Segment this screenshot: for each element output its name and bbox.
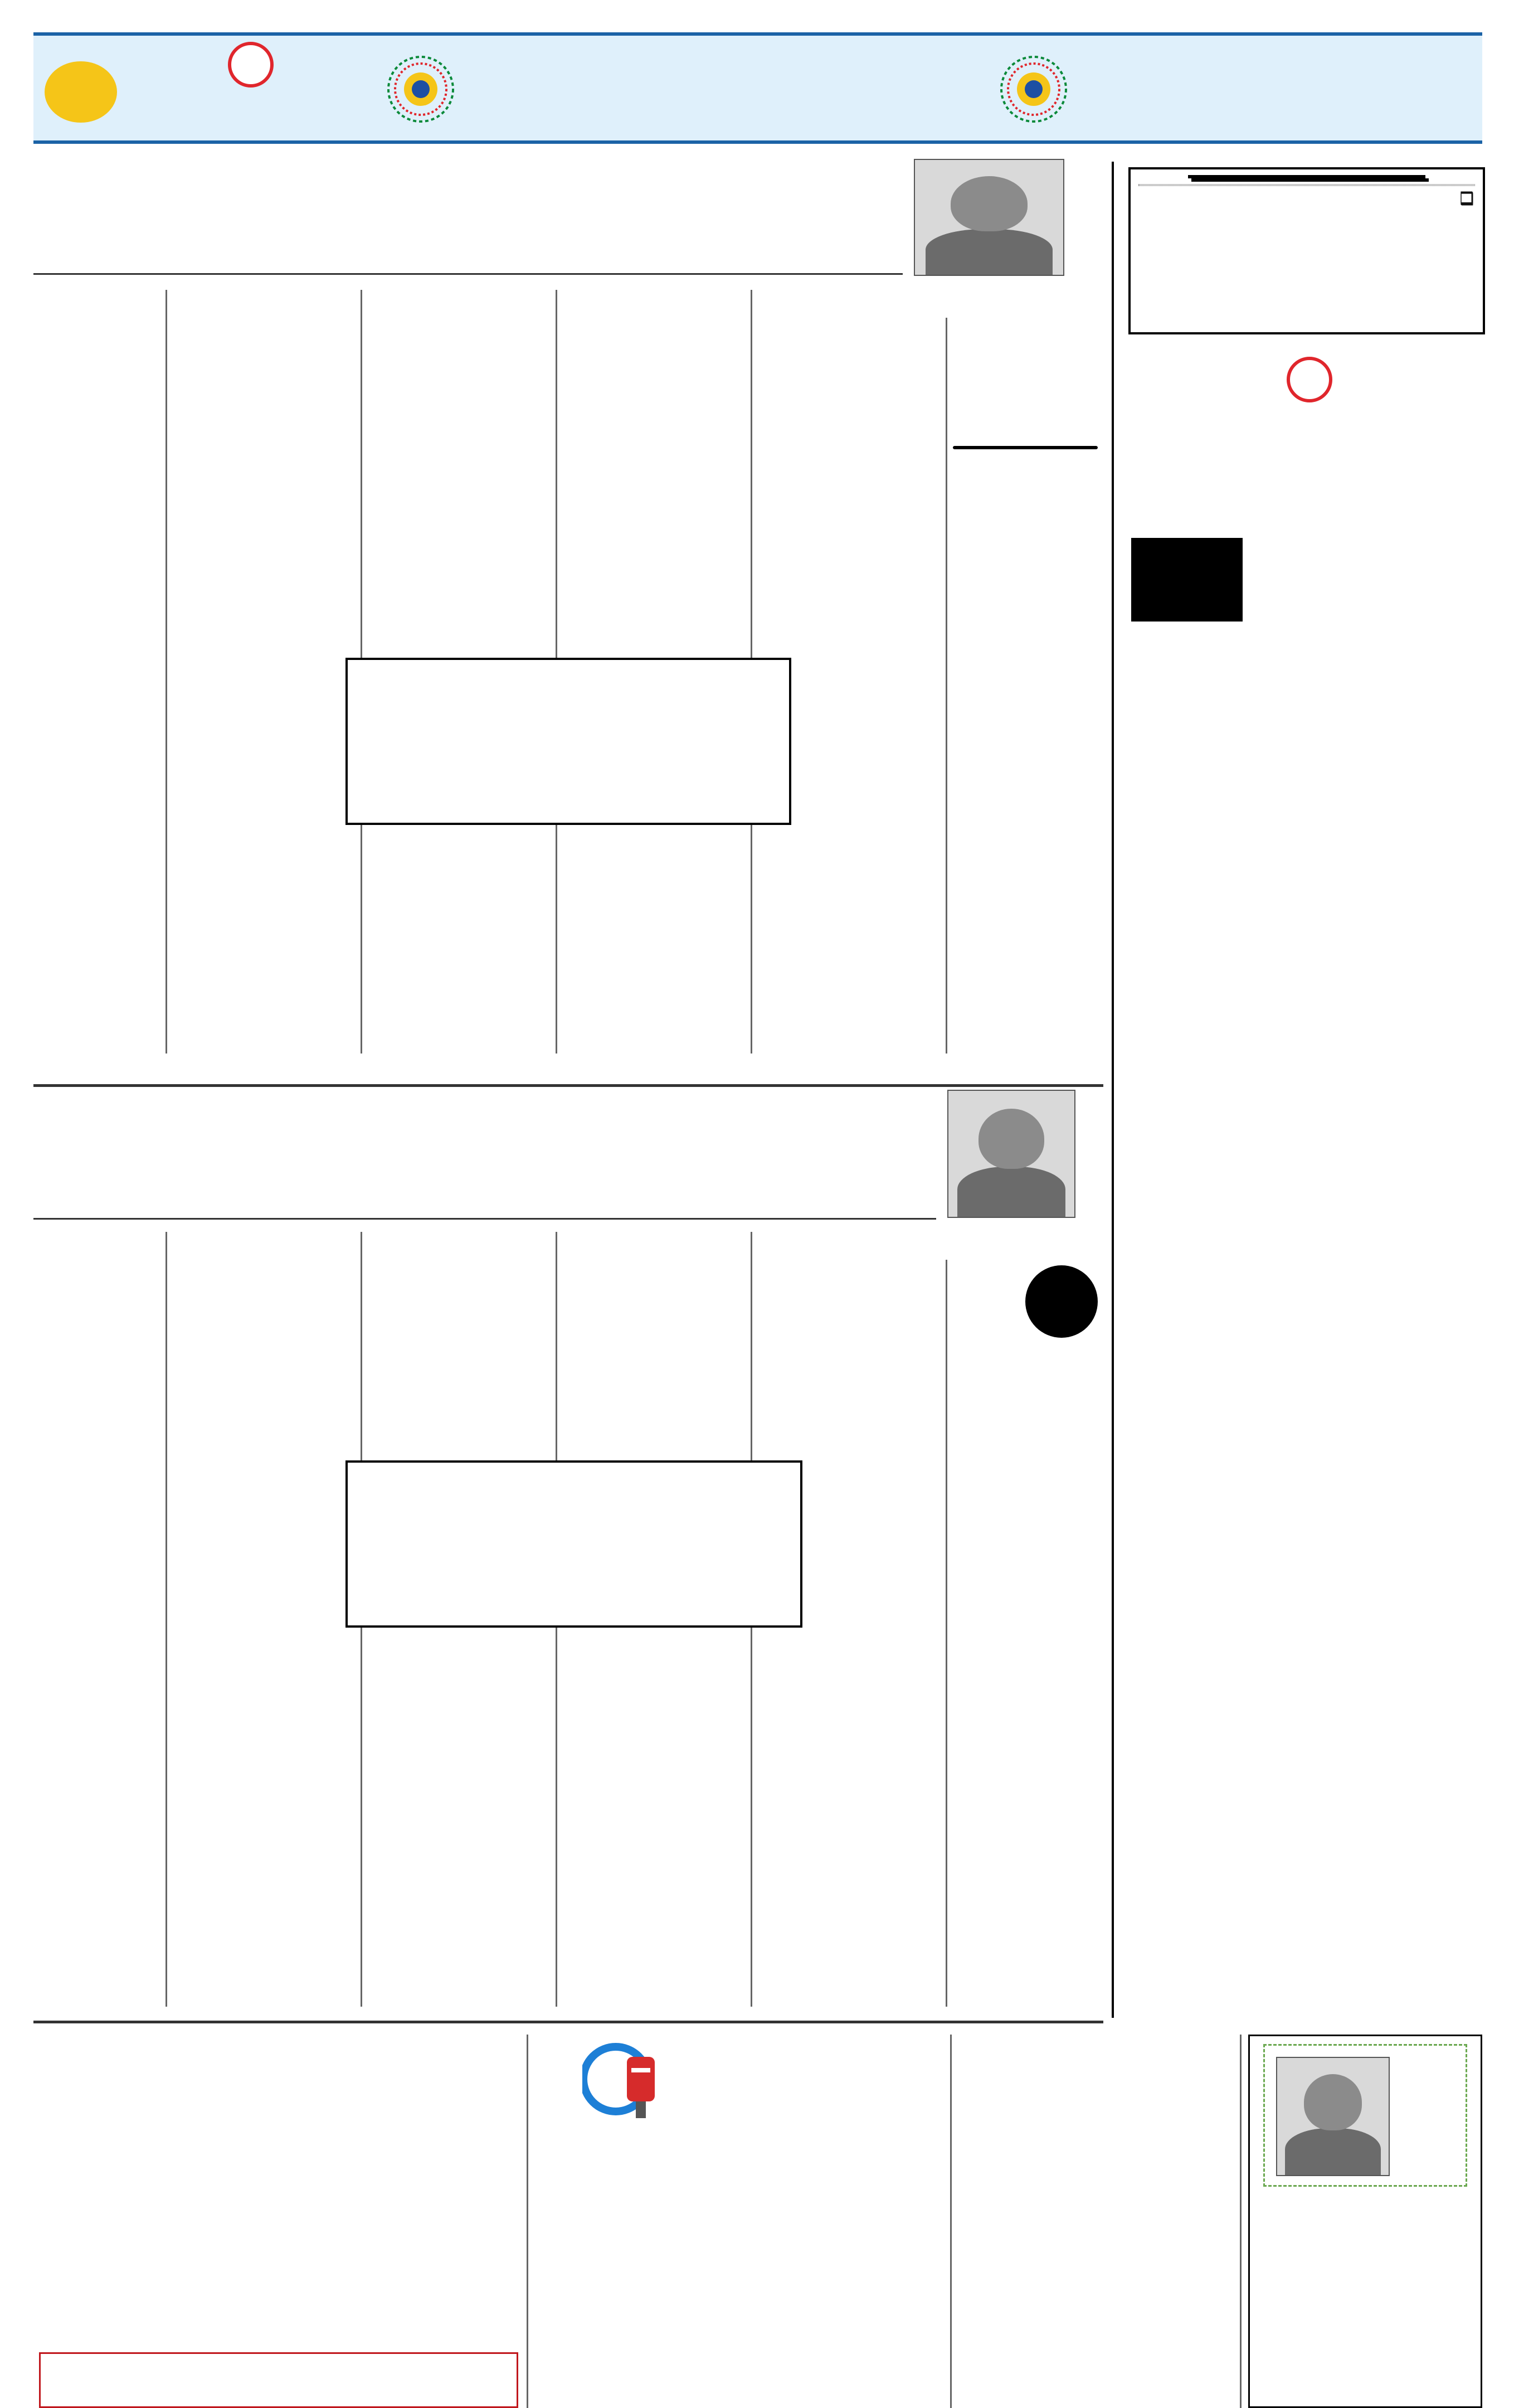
article1-headline xyxy=(139,167,908,262)
column-rule xyxy=(946,318,947,1054)
editorial-headline xyxy=(1128,463,1485,530)
page-number xyxy=(45,61,117,123)
aaina-box xyxy=(1248,2035,1482,2408)
quotes-title xyxy=(1188,175,1425,178)
mailbox-icon xyxy=(582,2040,666,2124)
editorial-email xyxy=(1304,1984,1482,2007)
letter-3-continued xyxy=(535,2218,713,2408)
article1-column-6 xyxy=(33,295,159,1042)
author1-photo xyxy=(914,159,1064,276)
letters-footer-note xyxy=(39,2352,518,2408)
poet-photo xyxy=(1276,2057,1390,2176)
column-rule xyxy=(165,1232,167,2007)
sunburst-left xyxy=(384,50,457,128)
letters-banner xyxy=(535,2040,713,2207)
article1-column-5 xyxy=(173,295,354,1054)
column-rule xyxy=(165,290,167,1054)
article1-top-rule xyxy=(33,273,903,275)
article1-author xyxy=(914,281,1098,309)
article-divider xyxy=(33,1084,1103,1087)
editorial-logo xyxy=(1176,357,1443,452)
editorial-logo-badge xyxy=(1287,357,1332,402)
column-rule xyxy=(946,1260,947,2007)
logo-number-badge xyxy=(228,42,274,88)
quotes-box xyxy=(1128,167,1485,334)
article2-headline xyxy=(45,1104,936,1204)
article1-column-1 xyxy=(953,323,1098,1048)
letter-2 xyxy=(724,2035,942,2408)
article2-email xyxy=(39,1998,262,2021)
letters-divider xyxy=(33,2021,1103,2023)
article2-column-5 xyxy=(173,1237,354,2007)
letter-1 xyxy=(958,2035,1231,2408)
editorial-body xyxy=(1131,538,1482,1965)
masthead-logo xyxy=(134,42,368,137)
article2-column-6 xyxy=(33,1237,159,1962)
aaina-frame xyxy=(1263,2044,1467,2187)
editorial-tag xyxy=(1131,538,1243,622)
letters-rule xyxy=(527,2035,528,2408)
aaina-poem xyxy=(1250,2187,1481,2315)
letters-rule xyxy=(950,2035,952,2408)
article2-pull-quote xyxy=(345,1460,802,1628)
letter-3 xyxy=(39,2035,518,2347)
sidebar-rule xyxy=(1112,162,1114,2018)
article1-kicker xyxy=(953,446,1098,449)
article1-pull-quote xyxy=(345,658,791,825)
editorial-title-block xyxy=(557,50,947,139)
article2-top-rule xyxy=(33,1218,936,1220)
section-title-ur xyxy=(1092,47,1471,137)
letters-rule xyxy=(1240,2035,1242,2408)
article2-drop-cap xyxy=(1025,1265,1098,1338)
article1-email xyxy=(39,1056,262,1079)
sunburst-right xyxy=(997,50,1070,128)
article2-column-1 xyxy=(953,1265,1098,2007)
author2-photo xyxy=(947,1090,1075,1218)
